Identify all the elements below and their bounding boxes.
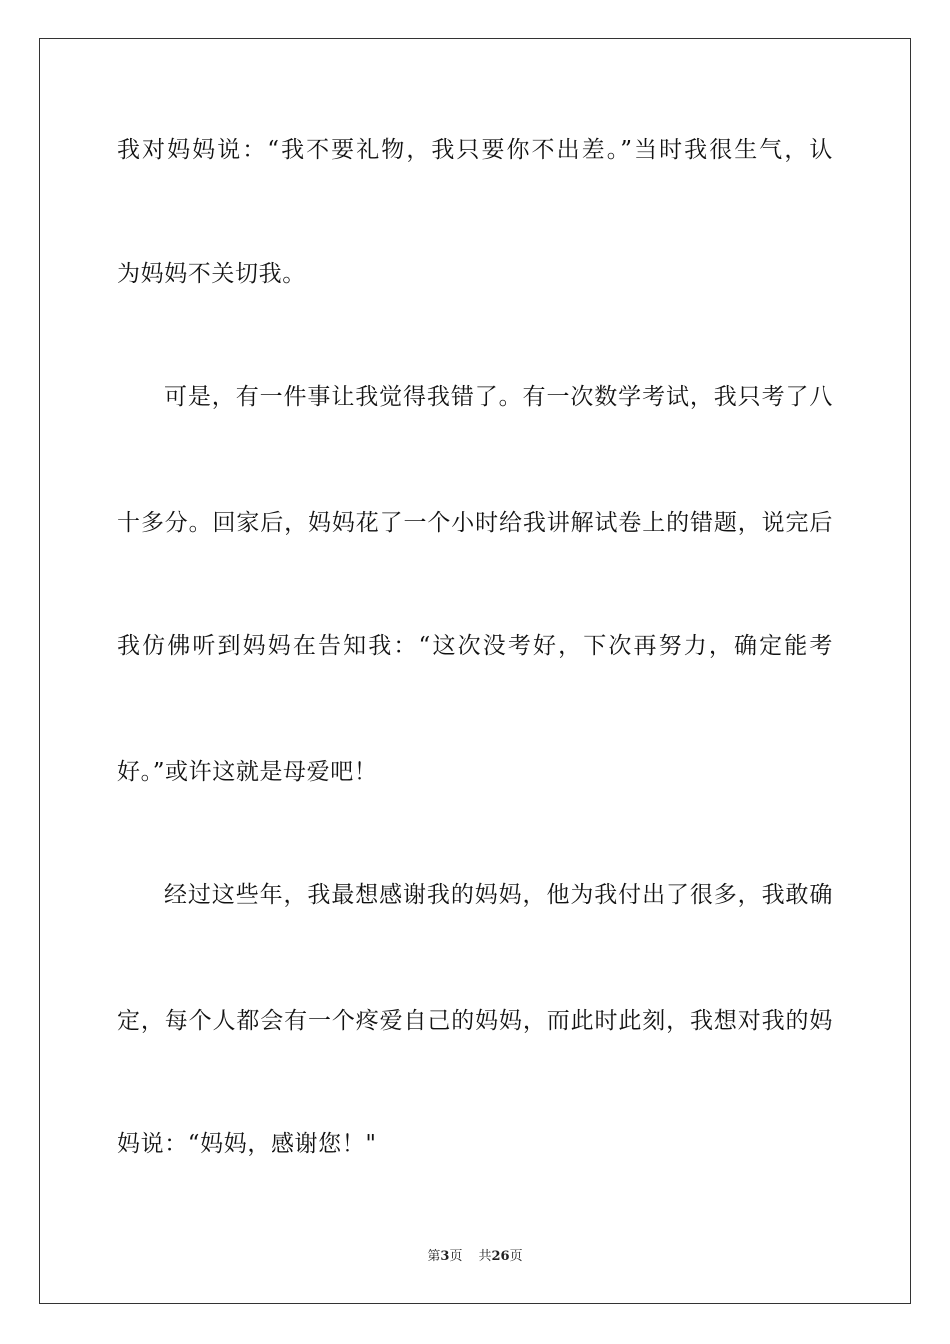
total-pages: 26 — [491, 1249, 510, 1264]
page-suffix: 页 — [449, 1249, 463, 1264]
paragraph-line: 可是，有一件事让我觉得我错了。有一次数学考试，我只考了八 — [164, 384, 833, 410]
paragraph-line: 定，每个人都会有一个疼爱自己的妈妈，而此时此刻，我想对我的妈 — [117, 1008, 833, 1034]
paragraph-line: 我对妈妈说：“我不要礼物，我只要你不出差。”当时我很生气，认 — [117, 137, 833, 163]
page-prefix: 第 — [427, 1249, 441, 1264]
paragraph-line: 我仿佛听到妈妈在告知我：“这次没考好，下次再努力，确定能考 — [117, 633, 833, 659]
paragraph-line: 十多分。回家后，妈妈花了一个小时给我讲解试卷上的错题，说完后 — [117, 510, 833, 536]
total-prefix: 共 — [478, 1249, 492, 1264]
paragraph-line: 经过这些年，我最想感谢我的妈妈，他为我付出了很多，我敢确 — [164, 882, 833, 908]
page-number: 3 — [440, 1249, 450, 1264]
page-border — [39, 38, 911, 1304]
page-footer — [0, 1248, 950, 1266]
paragraph-line: 妈说：“妈妈，感谢您！" — [117, 1131, 377, 1157]
paragraph-line: 好。”或许这就是母爱吧！ — [117, 759, 378, 785]
total-suffix: 页 — [509, 1249, 523, 1264]
paragraph-line: 为妈妈不关切我。 — [117, 261, 306, 287]
